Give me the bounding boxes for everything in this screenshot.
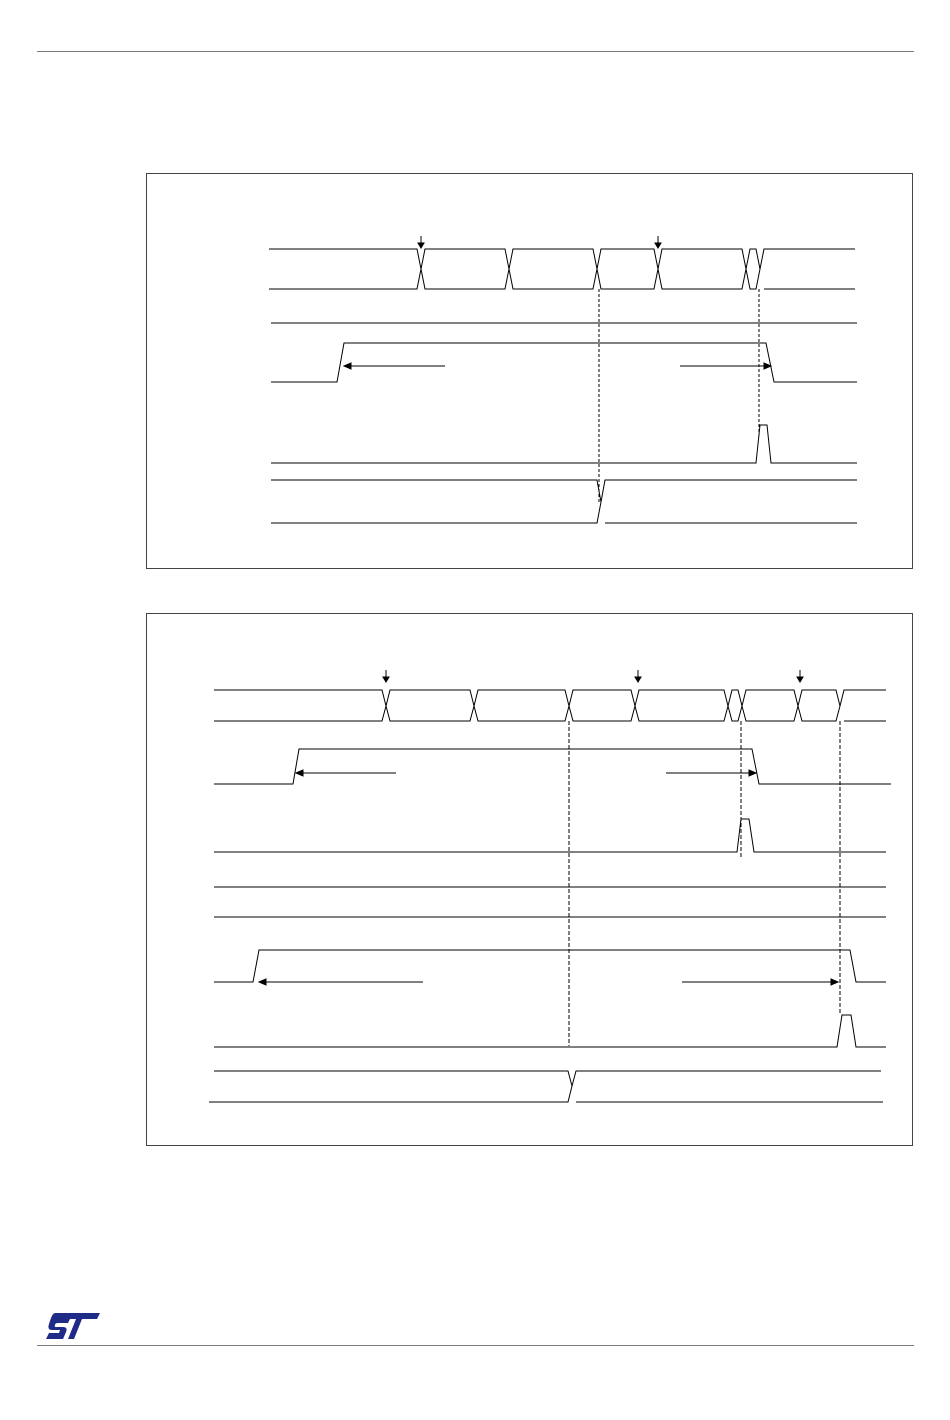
dashed-guides-2 (569, 721, 840, 1046)
timing-diagram-1 (146, 173, 913, 569)
dashed-guides-1 (599, 289, 759, 504)
pulse-signal-2 (214, 819, 886, 852)
bus-signal-4 (209, 1071, 883, 1102)
marker-arrow-down-icon (655, 236, 661, 248)
timing-diagram-2 (146, 613, 913, 1146)
st-logo-icon (44, 1311, 102, 1341)
bus-signal-1 (269, 249, 855, 289)
marker-arrow-down-icon (797, 670, 803, 682)
marker-arrow-down-icon (418, 236, 424, 248)
marker-arrow-down-icon (635, 670, 641, 682)
timing-diagram-1-canvas (147, 174, 914, 570)
level-signal-1 (271, 343, 857, 382)
level-signal-3 (214, 950, 886, 985)
bus-signal-3 (214, 690, 886, 721)
level-signal-2 (214, 749, 891, 784)
footer-rule (37, 1345, 914, 1346)
bus-signal-2 (271, 480, 857, 523)
pulse-signal-1 (271, 425, 857, 463)
st-logo (44, 1311, 102, 1341)
marker-arrow-down-icon (383, 670, 389, 682)
timing-diagram-2-canvas (147, 614, 914, 1147)
header-rule (37, 51, 914, 52)
pulse-signal-3 (214, 1015, 886, 1047)
